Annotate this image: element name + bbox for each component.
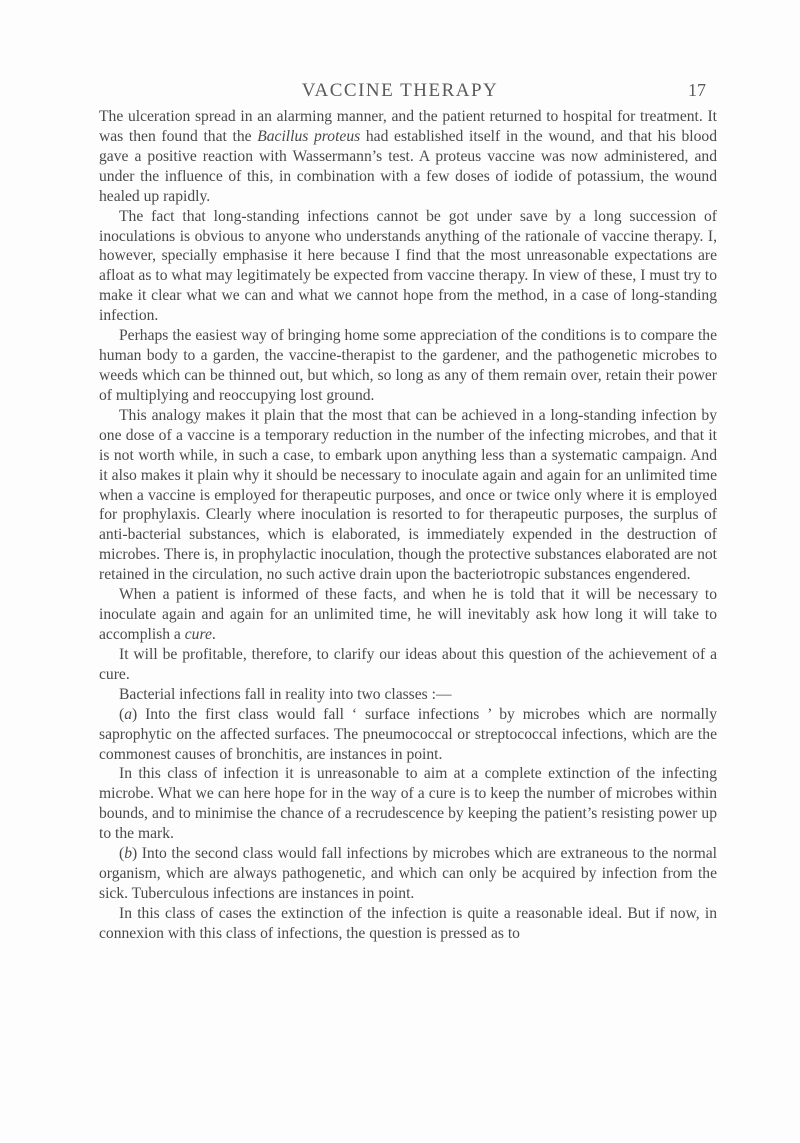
- paragraph: This analogy makes it plain that the most that can be achieved in a long-standing infection by one dose of a vaccine is a temporary reduction in the number of the infecting microbes, and that it is not worth while, in such a case, to embark upon anything less than a systematic campaign. And it also makes it plain why it should be necessary to inoculate again and again for an unlimited time when a vaccine is employed for therapeutic purposes, and once or twice only where it is employed for prophylaxis. Clearly where inoculation is resorted to for therapeutic purposes, the surplus of anti-bacterial substances, which is elaborated, is immediately expended in the destruction of microbes. There is, in prophylactic inoculation, though the protective substances elaborated are not retained in the circulation, no such active drain upon the bacteriotropic substances engendered.: [99, 406, 717, 584]
- paragraph: It will be profitable, therefore, to clarify our ideas about this question of the achievement of a cure.: [99, 645, 717, 683]
- page-number: 17: [688, 80, 706, 100]
- paragraph: (b) Into the second class would fall infections by microbes which are extraneous to the normal organism, which are always pathogenetic, and which can only be acquired by infection from the sick. Tuberculous infections are instances in point.: [99, 845, 717, 902]
- paragraph: In this class of infection it is unreasonable to aim at a complete extinction of the infecting microbe. What we can here hope for in the way of a cure is to keep the number of microbes within bounds, and to minimise the chance of a recrudescence by keeping the patient’s resisting power up to the mark.: [99, 765, 717, 843]
- paragraph: Perhaps the easiest way of bringing home some appreciation of the conditions is to compare the human body to a garden, the vaccine-therapist to the gardener, and the pathogenetic microbes to weeds which can be thinned out, but which, so long as any of them remain over, retain their power of multiplying and reoccupying lost ground.: [99, 327, 717, 404]
- paragraph: (a) Into the first class would fall ‘ surface infections ’ by microbes which are normally saprophytic on the affected surfaces. The pneumococcal or streptococcal infections, which are the commonest causes of bronchitis, are instances in point.: [99, 705, 717, 763]
- body-text: [99, 107, 717, 944]
- running-title: VACCINE THERAPY: [301, 80, 499, 101]
- running-head: [0, 80, 800, 104]
- paragraph: In this class of cases the extinction of the infection is quite a reasonable ideal. But if now, in connexion with this class of infections, the question is pressed as to: [99, 904, 717, 942]
- paragraph: The fact that long-standing infections cannot be got under save by a long succession of inoculations is obvious to anyone who understands anything of the rationale of vaccine therapy. I, however, specially emphasise it here because I find that the most unreasonable expectations are afloat as to what may legitimately be expected from vaccine therapy. In view of these, I must try to make it clear what we can and what we cannot hope from the method, in a case of long-standing infection.: [99, 207, 717, 325]
- paragraph: Bacterial infections fall in reality into two classes :—: [119, 685, 452, 703]
- paragraph: When a patient is informed of these facts, and when he is told that it will be necessary to inoculate again and again for an unlimited time, he will inevitably ask how long it will take to accomplish a cure.: [99, 586, 717, 643]
- paragraph: The ulceration spread in an alarming manner, and the patient returned to hospital for treatment. It was then found that the Bacillus proteus had established itself in the wound, and that his blood gave a positive reaction with Wassermann’s test. A proteus vaccine was now administered, and under the influence of this, in combination with a few doses of iodide of potassium, the wound healed up rapidly.: [99, 108, 717, 205]
